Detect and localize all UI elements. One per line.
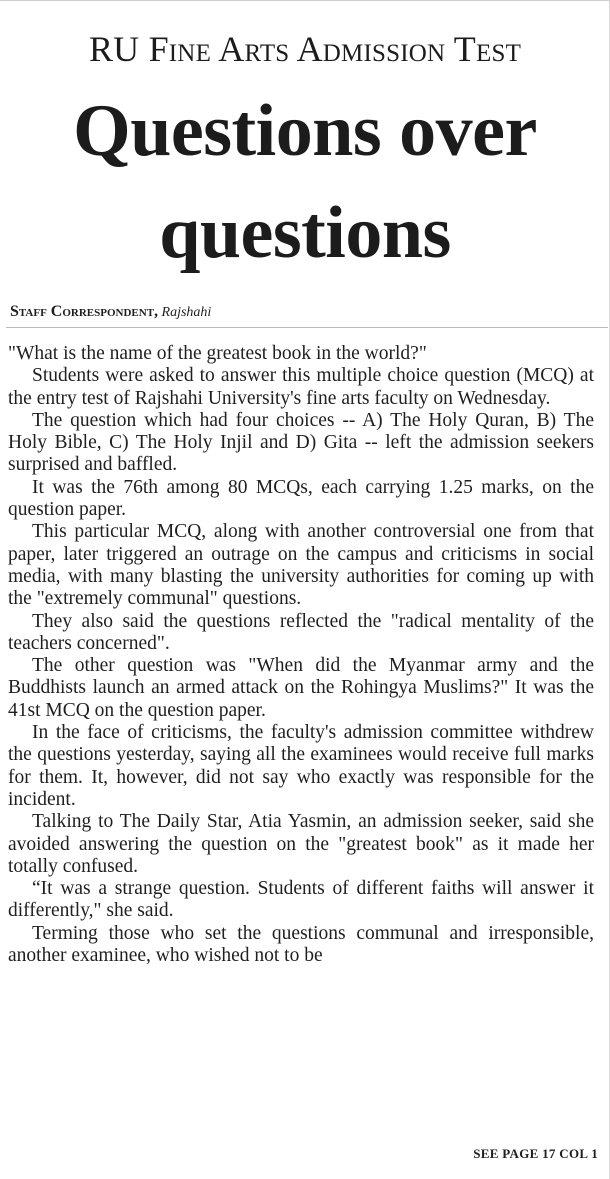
article-paragraph: The other question was "When did the Myanmar army and the Buddhists launch an armed attack on the Rohingya Muslims?" It was the 41st MCQ on the question paper.	[8, 655, 594, 721]
article-paragraph: “It was a strange question. Students of different faiths will answer it differently," she said.	[8, 878, 594, 922]
byline	[10, 303, 211, 321]
byline-place: Rajshahi	[161, 305, 212, 320]
article-paragraph: Talking to The Daily Star, Atia Yasmin, an admission seeker, said she avoided answering the question on the "greatest book" as it made her totally confused.	[8, 811, 594, 877]
article-paragraph: This particular MCQ, along with another controversial one from that paper, later triggered an outrage on the campus and criticisms in social media, with many blasting the university authorities for coming up with the "extremely communal" questions.	[8, 521, 594, 610]
article-paragraph: Terming those who set the questions communal and irresponsible, another examinee, who wished not to be	[8, 922, 594, 967]
byline-name: Staff Correspondent,	[10, 303, 159, 320]
article-body	[8, 343, 594, 967]
article-paragraph: It was the 76th among 80 MCQs, each carrying 1.25 marks, on the question paper.	[8, 476, 594, 521]
article-paragraph: "What is the name of the greatest book in the world?"	[8, 343, 427, 364]
article-paragraph: In the face of criticisms, the faculty's admission committee withdrew the questions yesterday, saying all the examinees would receive full marks for them. It, however, did not say who exactly was responsible for the incident.	[8, 722, 594, 810]
byline-divider	[6, 327, 608, 328]
article-paragraph: The question which had four choices -- A) The Holy Quran, B) The Holy Bible, C) The Holy Injil and D) Gita -- left the admission seekers surprised and baffled.	[8, 409, 594, 476]
continued-on-page-label: SEE PAGE 17 COL 1	[473, 1146, 598, 1161]
top-border	[0, 0, 610, 7]
main-headline: Questions over questions	[73, 90, 537, 274]
kicker-headline: RU Fine Arts Admission Test	[88, 29, 522, 69]
article-paragraph: They also said the questions reflected the "radical mentality of the teachers concerned".	[8, 610, 594, 654]
article-paragraph: Students were asked to answer this multiple choice question (MCQ) at the entry test of Rajshahi University's fine arts faculty on Wednesday.	[8, 365, 594, 409]
